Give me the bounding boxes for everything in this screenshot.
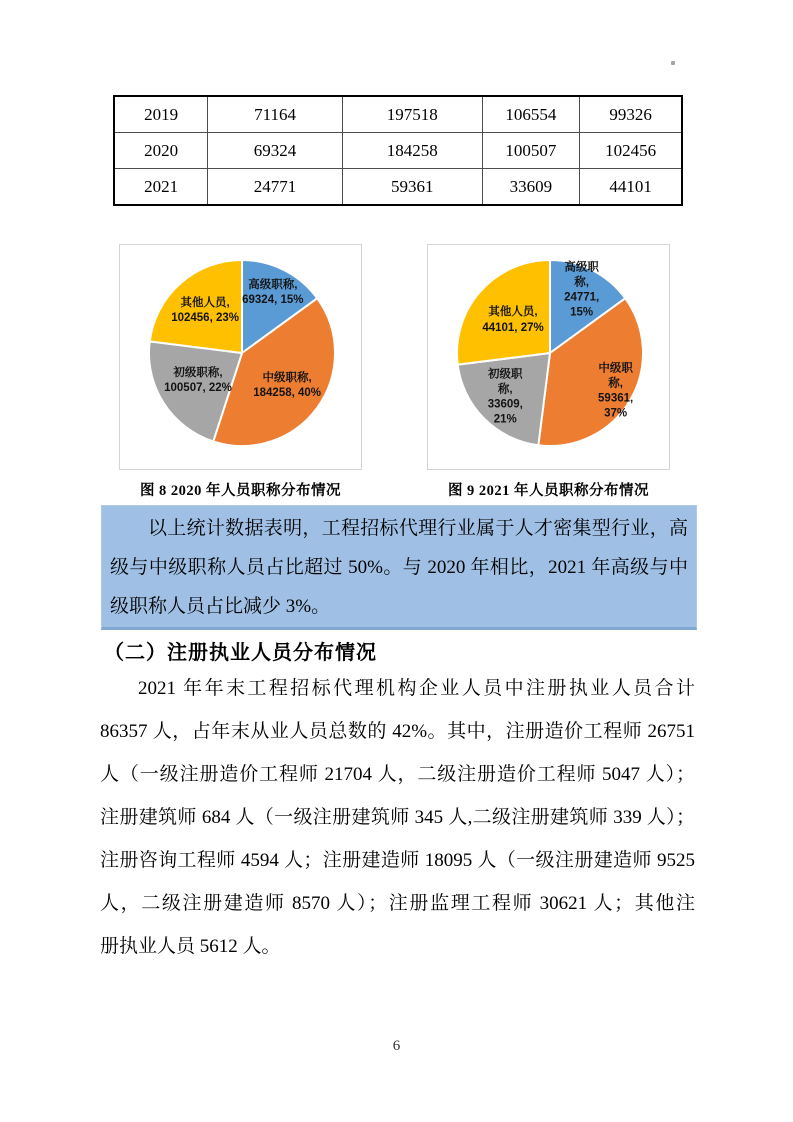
text-line: 人，二级注册建造师 8570 人）；注册监理工程师 30621 人；其他注 xyxy=(100,893,695,914)
figures-row xyxy=(119,244,670,500)
text-line: 86357 人，占年末从业人员总数的 42%。其中，注册造价工程师 26751 xyxy=(100,721,695,742)
table-cell: 33609 xyxy=(482,169,580,206)
text-line: 册执业人员 5612 人。 xyxy=(100,936,281,957)
section-heading: （二）注册执业人员分布情况 xyxy=(104,642,377,664)
pie-chart-2021 xyxy=(427,244,670,470)
text-line: 注册咨询工程师 4594 人；注册建造师 18095 人（一级注册建造师 9525 xyxy=(100,850,695,871)
table-row xyxy=(114,96,682,133)
table-cell: 99326 xyxy=(580,96,682,133)
table-row xyxy=(114,133,682,169)
table-cell: 24771 xyxy=(208,169,343,206)
table-cell: 102456 xyxy=(580,133,682,169)
text-line: 级与中级职称人员占比超过 50%。与 2020 年相比，2021 年高级与中 xyxy=(110,557,688,578)
body-paragraph xyxy=(100,667,695,968)
text-line: 级职称人员占比减少 3%。 xyxy=(110,596,331,617)
pie-slice-label: 高级职称, 69324, 15% xyxy=(242,278,304,306)
pie-slice-label: 初级职 称, 33609, 21% xyxy=(487,368,523,426)
pie-slice-label: 中级职称, 184258, 40% xyxy=(253,371,322,399)
pie-slice-label: 其他人员, 44101, 27% xyxy=(482,306,544,334)
pie-slice-label: 中级职 称, 59361, 37% xyxy=(598,362,634,420)
table-cell: 71164 xyxy=(208,96,343,133)
pie-slice-label: 初级职称, 100507, 22% xyxy=(164,366,232,394)
table-cell: 59361 xyxy=(342,169,482,206)
table-cell: 69324 xyxy=(208,133,343,169)
table-cell: 197518 xyxy=(342,96,482,133)
pie-slice-label: 其他人员, 102456, 23% xyxy=(171,296,239,325)
scan-speck xyxy=(671,61,675,65)
pie-chart-2020 xyxy=(119,244,362,470)
figure-caption-2020: 图 8 2020 年人员职称分布情况 xyxy=(139,483,342,499)
table-cell: 2021 xyxy=(114,169,208,206)
table-cell: 184258 xyxy=(342,133,482,169)
figure-caption-2021: 图 9 2021 年人员职称分布情况 xyxy=(447,483,650,499)
figure-2021 xyxy=(427,244,670,500)
table-cell: 100507 xyxy=(482,133,580,169)
text-line: 2021 年年末工程招标代理机构企业人员中注册执业人员合计 xyxy=(138,678,695,699)
page-number: 6 xyxy=(392,1038,401,1054)
table-cell: 106554 xyxy=(482,96,580,133)
table-cell: 2019 xyxy=(114,96,208,133)
highlighted-note xyxy=(101,505,697,630)
statistics-table xyxy=(113,95,683,206)
table-row xyxy=(114,169,682,206)
pie-slice-label: 高级职 称, 24771, 15% xyxy=(564,261,600,320)
table-cell: 44101 xyxy=(580,169,682,206)
text-line: 注册建筑师 684 人（一级注册建筑师 345 人,二级注册建筑师 339 人）； xyxy=(100,807,695,828)
figure-2020 xyxy=(119,244,362,500)
text-line: 人（一级注册造价工程师 21704 人，二级注册造价工程师 5047 人）； xyxy=(100,764,695,785)
table-cell: 2020 xyxy=(114,133,208,169)
text-line: 以上统计数据表明，工程招标代理行业属于人才密集型行业，高 xyxy=(148,518,688,539)
